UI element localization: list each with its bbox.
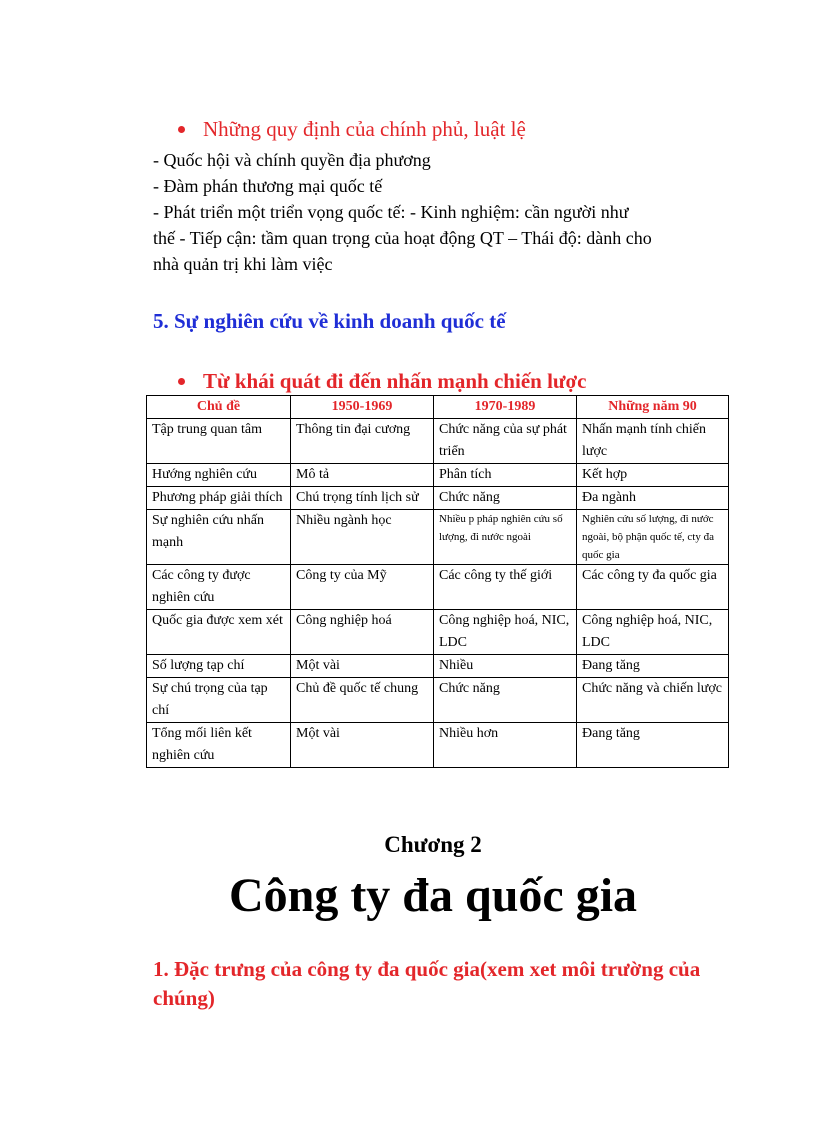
table-cell: Đang tăng: [577, 655, 729, 678]
table-cell: Nhiều p pháp nghiên cứu số lượng, đi nước ngoài: [434, 510, 577, 565]
table-cell: Chú trọng tính lịch sử: [291, 487, 434, 510]
table-cell: Hướng nghiên cứu: [147, 464, 291, 487]
table-cell: Chức năng: [434, 487, 577, 510]
table-cell: Tập trung quan tâm: [147, 419, 291, 464]
bullet-government-regulations: [178, 117, 526, 142]
table-cell: Nhiều: [434, 655, 577, 678]
table-row: [147, 510, 729, 565]
table-cell: Sự chú trọng của tạp chí: [147, 678, 291, 723]
table-cell: Tổng mối liên kết nghiên cứu: [147, 723, 291, 768]
table-cell: Đang tăng: [577, 723, 729, 768]
table-row: [147, 487, 729, 510]
chapter-label: Chương 2: [384, 832, 482, 857]
table-header-cell: Chủ đề: [147, 396, 291, 419]
table-cell: Công nghiệp hoá, NIC, LDC: [434, 610, 577, 655]
table-row: [147, 610, 729, 655]
table-cell: Đa ngành: [577, 487, 729, 510]
table-row: [147, 565, 729, 610]
table-cell: Công nghiệp hoá, NIC, LDC: [577, 610, 729, 655]
table-cell: Nhiều hơn: [434, 723, 577, 768]
table-row: [147, 678, 729, 723]
intro-line: thế - Tiếp cận: tầm quan trọng của hoạt động QT – Thái độ: dành cho: [153, 228, 652, 248]
table-cell: Số lượng tạp chí: [147, 655, 291, 678]
table-cell: Công nghiệp hoá: [291, 610, 434, 655]
table-cell: Các công ty đa quốc gia: [577, 565, 729, 610]
table-cell: Chức năng: [434, 678, 577, 723]
table-cell: Chức năng và chiến lược: [577, 678, 729, 723]
intro-paragraph: [153, 147, 713, 277]
table-row: [147, 464, 729, 487]
intro-line: - Quốc hội và chính quyền địa phương: [153, 150, 431, 170]
table-cell: Công ty của Mỹ: [291, 565, 434, 610]
table-cell: Một vài: [291, 723, 434, 768]
table-cell: Kết hợp: [577, 464, 729, 487]
table-header-cell: Những năm 90: [577, 396, 729, 419]
bullet-dot-icon: [178, 126, 185, 133]
bullet-general-to-strategic: [178, 369, 586, 394]
table-row: [147, 419, 729, 464]
table-cell: Chức năng của sự phát triển: [434, 419, 577, 464]
table-cell: Quốc gia được xem xét: [147, 610, 291, 655]
table-cell: Một vài: [291, 655, 434, 678]
table-cell: Chủ đề quốc tế chung: [291, 678, 434, 723]
table-header-row: [147, 396, 729, 419]
table-header-cell: 1950-1969: [291, 396, 434, 419]
research-comparison-table: [146, 395, 729, 768]
section-1-heading: 1. Đặc trưng của công ty đa quốc gia(xem xet môi trường của chúng): [153, 957, 701, 1010]
chapter-title: Công ty đa quốc gia: [228, 869, 638, 922]
table-row: [147, 655, 729, 678]
table-cell: Nghiên cứu số lượng, đi nước ngoài, bộ phận quốc tế, cty đa quốc gia: [577, 510, 729, 565]
table-header-cell: 1970-1989: [434, 396, 577, 419]
table-cell: Phương pháp giải thích: [147, 487, 291, 510]
intro-line: - Phát triển một triển vọng quốc tế: - Kinh nghiệm: cần người như: [153, 202, 629, 222]
table-cell: Nhiều ngành học: [291, 510, 434, 565]
bullet-dot-icon: [178, 378, 185, 385]
table-cell: Phân tích: [434, 464, 577, 487]
table-cell: Thông tin đại cương: [291, 419, 434, 464]
table-row: [147, 723, 729, 768]
table-cell: Mô tả: [291, 464, 434, 487]
table-cell: Các công ty thế giới: [434, 565, 577, 610]
table-cell: Sự nghiên cứu nhấn mạnh: [147, 510, 291, 565]
bullet-text: Từ khái quát đi đến nhấn mạnh chiến lược: [203, 369, 587, 393]
table-cell: Nhấn mạnh tính chiến lược: [577, 419, 729, 464]
section-5-heading: 5. Sự nghiên cứu về kinh doanh quốc tế: [153, 309, 506, 333]
bullet-text: Những quy định của chính phủ, luật lệ: [203, 117, 526, 141]
intro-line: nhà quản trị khi làm việc: [153, 254, 333, 274]
intro-line: - Đàm phán thương mại quốc tế: [153, 176, 383, 196]
table-cell: Các công ty được nghiên cứu: [147, 565, 291, 610]
